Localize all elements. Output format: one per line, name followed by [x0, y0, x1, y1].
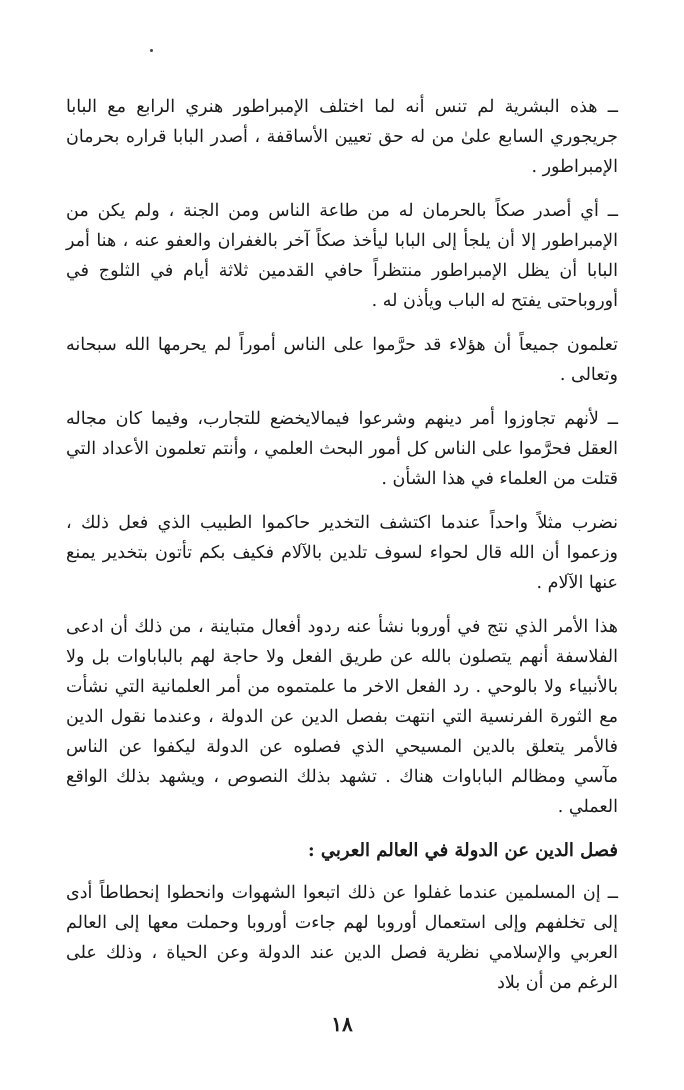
section-heading: فصل الدين عن الدولة في العالم العربي : — [307, 840, 618, 861]
paragraph-5: نضرب مثلاً واحداً عندما اكتشف التخدير حاكموا الطبيب الذي فعل ذلك ، وزعموا أن الله قال لحواء لسوف تلدين بالآلام فكيف بكم تأتون بتخدير يمنع عنها الآلام . — [66, 513, 618, 593]
stray-dot-mark — [150, 49, 153, 52]
paragraph-1: ــ هذه البشرية لم تنس أنه لما اختلف الإمبراطور هنري الرابع مع البابا جريجوري السابع علىٰ من له حق تعيين الأساقفة ، أصدر البابا قراره بحرمان الإمبراطور . — [66, 97, 618, 177]
paragraph-7: ــ إن المسلمين عندما غفلوا عن ذلك اتبعوا الشهوات وانحطوا إنحطاطاً أدى إلى تخلفهم وإلى استعمال أوروبا لهم جاءت أوروبا وحملت معها إلى العالم العربي والإسلامي نظرية فصل الدين عند الدولة وعن الحياة ، وذلك على الرغم من أن بلاد — [66, 883, 618, 993]
document-page — [66, 92, 618, 1012]
paragraph-3: تعلمون جميعاً أن هؤلاء قد حرَّموا على الناس أموراً لم يحرمها الله سبحانه وتعالى . — [66, 335, 618, 385]
paragraph-2: ــ أي أصدر صكاً بالحرمان له من طاعة الناس ومن الجنة ، ولم يكن من الإمبراطور إلا أن يلجأ إلى البابا ليأخذ صكاً آخر بالغفران والعفو عنه ، هنا أمر البابا أن يظل الإمبراطور منتظراً حافي القدمين ثلاثة أيام في الثلوج في أوروباحتى يفتح له الباب ويأذن له . — [66, 201, 618, 311]
page-number: ١٨ — [331, 1012, 353, 1036]
paragraph-6: هذا الأمر الذي نتج في أوروبا نشأ عنه ردود أفعال متباينة ، من ذلك أن ادعى الفلاسفة أنهم يتصلون بالله عن طريق الفعل ولا حاجة لهم بالباباوات بل ولا بالأنبياء ولا بالوحي . رد الفعل الاخر ما علمتموه من أمر العلمانية التي نشأت مع الثورة الفرنسية التي انتهت بفصل الدين عن الدولة ، وعندما نقول الدين فالأمر يتعلق بالدين المسيحي الذي فصلوه عن الدولة ليكفوا عن الناس مآسي ومظالم الباباوات هناك . تشهد بذلك النصوص ، ويشهد بذلك الواقع العملي . — [66, 617, 618, 817]
paragraph-4: ــ لأنهم تجاوزوا أمر دينهم وشرعوا فيمالايخضع للتجارب، وفيما كان مجاله العقل فحرَّموا على الناس كل أمور البحث العلمي ، وأنتم تعلمون الأعداد التي قتلت من العلماء في هذا الشأن . — [66, 409, 618, 489]
